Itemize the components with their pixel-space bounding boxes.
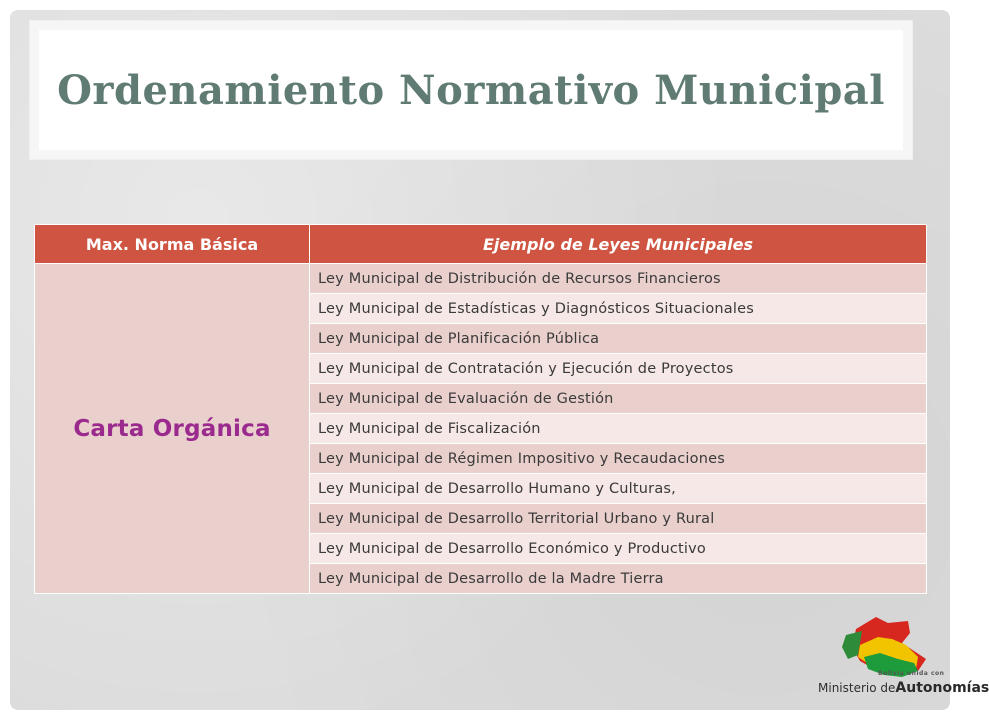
law-cell: Ley Municipal de Contratación y Ejecución de Proyectos (310, 354, 927, 384)
logo-prefix: Ministerio de (818, 681, 896, 695)
logo-wordmark (818, 680, 989, 696)
carta-organica-cell: Carta Orgánica (35, 264, 310, 594)
page-title: Ordenamiento Normativo Municipal (57, 66, 885, 114)
law-cell: Ley Municipal de Planificación Pública (310, 324, 927, 354)
law-cell: Ley Municipal de Desarrollo Humano y Culturas, (310, 474, 927, 504)
law-cell: Ley Municipal de Evaluación de Gestión (310, 384, 927, 414)
law-cell: Ley Municipal de Fiscalización (310, 414, 927, 444)
header-ejemplo-leyes: Ejemplo de Leyes Municipales (310, 225, 927, 264)
law-cell: Ley Municipal de Desarrollo de la Madre Tierra (310, 564, 927, 594)
law-cell: Ley Municipal de Régimen Impositivo y Recaudaciones (310, 444, 927, 474)
title-box (29, 20, 913, 160)
law-cell: Ley Municipal de Distribución de Recursos Financieros (310, 264, 927, 294)
law-cell: Ley Municipal de Desarrollo Territorial Urbano y Rural (310, 504, 927, 534)
law-cell: Ley Municipal de Desarrollo Económico y Productivo (310, 534, 927, 564)
table-row (35, 264, 927, 294)
law-cell: Ley Municipal de Estadísticas y Diagnósticos Situacionales (310, 294, 927, 324)
laws-table (34, 224, 927, 594)
header-max-norma: Max. Norma Básica (35, 225, 310, 264)
logo-tagline: Bolivia unida con (878, 670, 945, 677)
table-header-row (35, 225, 927, 264)
logo-name: Autonomías (895, 680, 989, 696)
